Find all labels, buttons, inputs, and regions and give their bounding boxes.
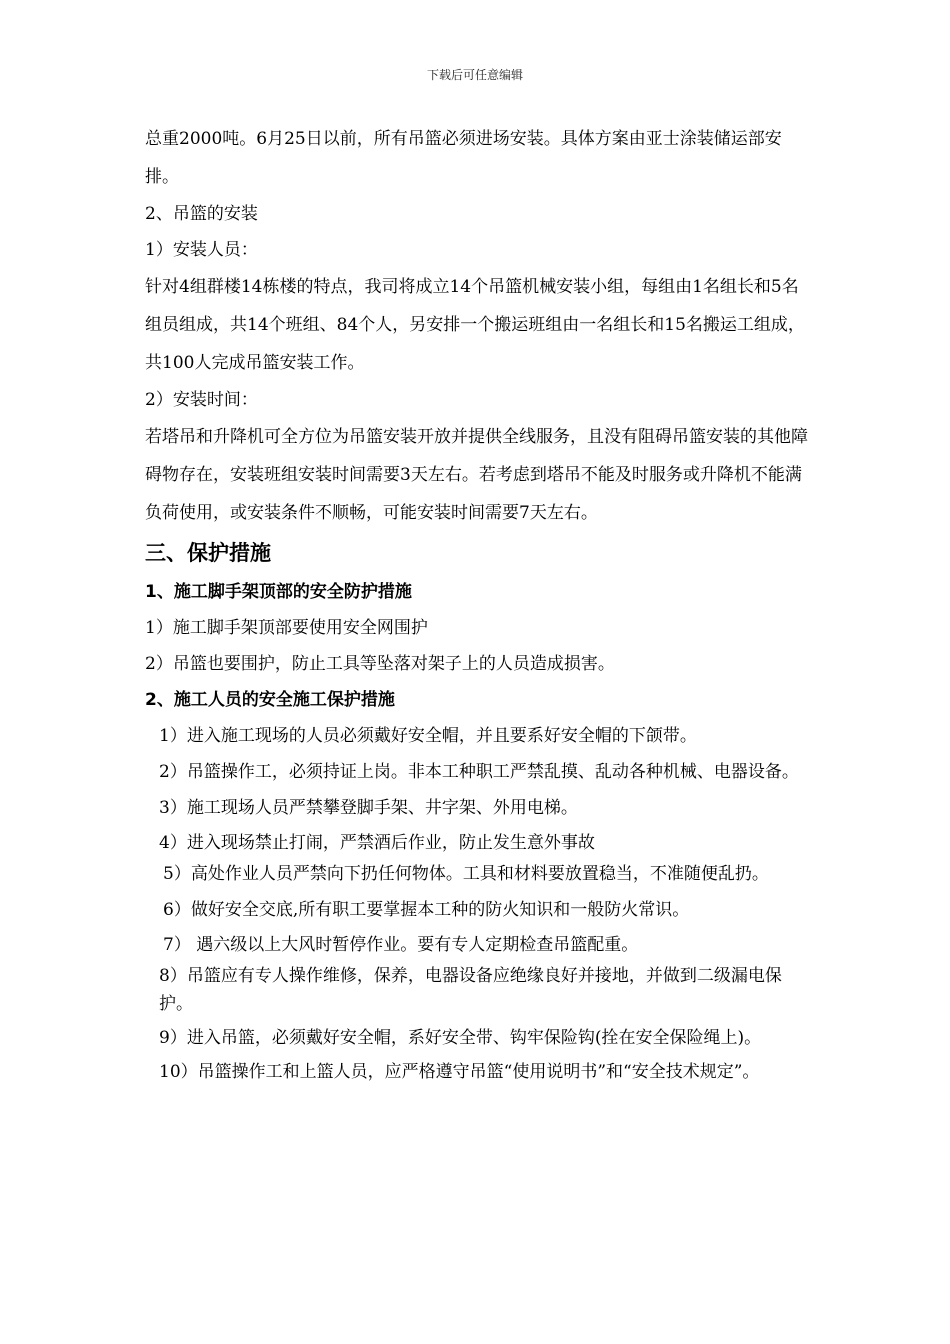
- list-item: 3）施工现场人员严禁攀登脚手架、井字架、外用电梯。: [159, 798, 578, 818]
- install-time-label: 2）安装时间：: [145, 390, 258, 410]
- list-item: 4）进入现场禁止打闹，严禁酒后作业，防止发生意外事故: [159, 833, 595, 853]
- list-item: 5）高处作业人员严禁向下扔任何物体。工具和材料要放置稳当，不准随便乱扔。: [163, 864, 769, 884]
- installers-label: 1）安装人员：: [145, 240, 258, 260]
- intro-paragraph: 总重2000吨。6月25日以前，所有吊篮必须进场安装。具体方案由亚士涂装储运部安排。: [145, 129, 782, 187]
- installers-paragraph: 针对4组群楼14栋楼的特点，我司将成立14个吊篮机械安装小组，每组由1名组长和5名组员组成，共14个班组、84个人，另安排一个搬运班组由一名组长和15名搬运工组成，共100人完成吊篮安装工作。: [145, 277, 805, 373]
- list-item: 10）吊篮操作工和上篮人员，应严格遵守吊篮“使用说明书”和“安全技术规定”。: [159, 1062, 760, 1082]
- page-header: 下载后可任意编辑: [426, 68, 523, 82]
- list-item: 9）进入吊篮，必须戴好安全帽，系好安全带、钩牢保险钩(拴在安全保险绳上)。: [159, 1028, 762, 1048]
- list-item: 8）吊篮应有专人操作维修，保养，电器设备应绝缘良好并接地，并做到二级漏电保护。: [159, 966, 782, 1014]
- install-time-paragraph: 若塔吊和升降机可全方位为吊篮安装开放并提供全线服务，且没有阻碍吊篮安装的其他障碍物存在，安装班组安装时间需要3天左右。若考虑到塔吊不能及时服务或升降机不能满负荷使用，或安装条件不顺畅，可能安装时间需要7天左右。: [145, 427, 808, 523]
- list-item: 7） 遇六级以上大风时暂停作业。要有专人定期检查吊篮配重。: [163, 935, 639, 955]
- document-body: [145, 120, 810, 1086]
- list-item: 2）吊篮操作工，必须持证上岗。非本工种职工严禁乱摸、乱动各种机械、电器设备。: [159, 762, 799, 782]
- subsection-title-installation: 2、吊篮的安装: [145, 204, 258, 224]
- section-title-protection: 三、保护措施: [145, 541, 271, 565]
- list-item: 2）吊篮也要围护，防止工具等坠落对架子上的人员造成损害。: [145, 654, 615, 674]
- subsection-title-personnel: 2、施工人员的安全施工保护措施: [145, 690, 395, 710]
- subsection-title-scaffold: 1、施工脚手架顶部的安全防护措施: [145, 582, 412, 602]
- list-item: 1）进入施工现场的人员必须戴好安全帽，并且要系好安全帽的下颌带。: [159, 726, 697, 746]
- list-item: 6）做好安全交底,所有职工要掌握本工种的防火知识和一般防火常识。: [163, 900, 690, 920]
- list-item: 1）施工脚手架顶部要使用安全网围护: [145, 618, 428, 638]
